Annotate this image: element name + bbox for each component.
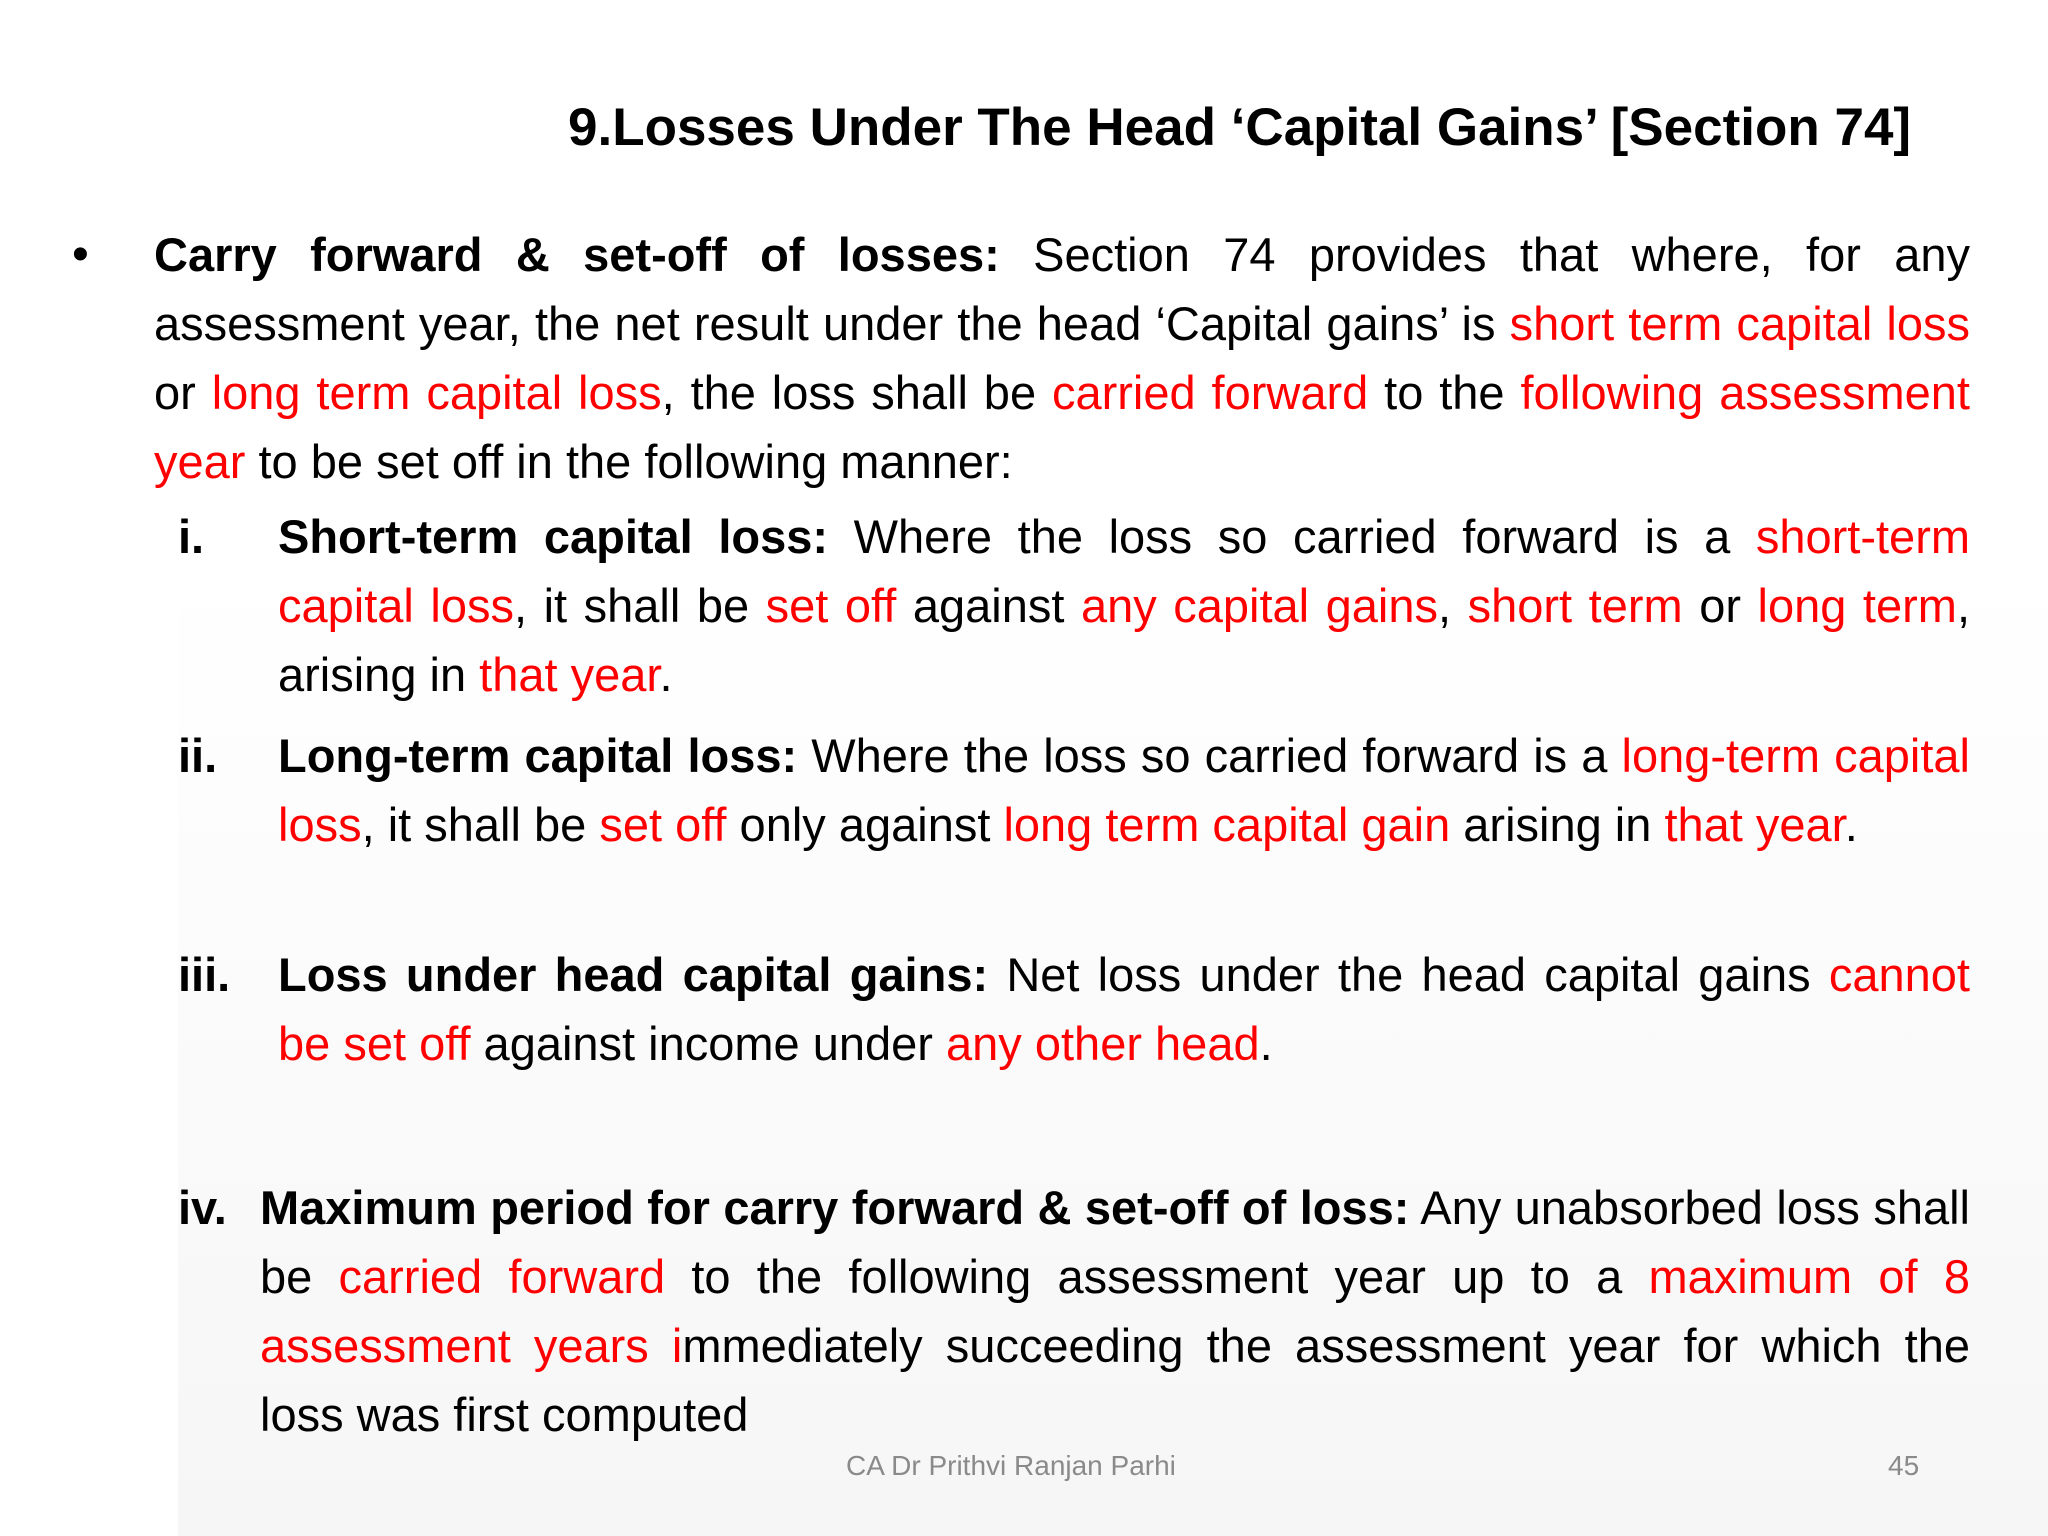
list-item-maximum-period [260,1173,1970,1449]
list-item-short-term [278,502,1970,709]
highlight-run: long term [1757,579,1957,632]
text-run: , the loss shall be [661,366,1052,419]
intro-paragraph [154,220,1970,496]
text-run: Net loss under the head capital gains [988,948,1829,1001]
highlight-run: carried forward [1051,366,1369,419]
highlight-run: long-term capital loss [278,729,1970,851]
footer-author: CA Dr Prithvi Ranjan Parhi [846,1450,1176,1481]
text-run: , [1438,579,1468,632]
text-run: , it shall be [361,798,600,851]
item-lead: Maximum period for carry forward & set-off of loss: [260,1181,1410,1234]
highlight-run: short term capital loss [1509,297,1971,350]
text-run: only against [726,798,1004,851]
text-run: . [1844,798,1858,851]
text-run: arising in [1450,798,1665,851]
item-lead: Loss under head capital gains: [278,948,989,1001]
highlight-run: maximum of 8 assessment years i [260,1250,1970,1372]
text-run: or [154,366,212,419]
item-marker: iii. [178,948,231,1001]
text-run: to the [1368,366,1521,419]
highlight-run: following assessment year [154,366,1970,488]
intro-lead: Carry forward & set-off of losses: [154,228,1000,281]
text-run: mmediately succeeding the assessment year for which the loss was first computed [260,1319,1970,1441]
list-item-long-term [278,721,1970,859]
text-run: , it shall be [513,579,766,632]
highlight-run: long term capital loss [211,366,662,419]
highlight-run: set off [599,798,727,851]
text-run: . [659,648,673,701]
highlight-run: any capital gains [1080,579,1439,632]
highlight-run: set off [765,579,897,632]
highlight-run: short-term capital loss [278,510,1970,632]
footer-page-number: 45 [1888,1450,1920,1481]
list-item-capital-gains-head [278,940,1970,1078]
item-marker: ii. [178,729,218,782]
text-run: against [896,579,1081,632]
highlight-run: that year [1664,798,1845,851]
highlight-run: that year [479,648,660,701]
item-lead: Long-term capital loss: [278,729,798,782]
text-run: to the following assessment year up to a [665,1250,1649,1303]
text-run: Where the loss so carried forward is a [828,510,1756,563]
item-lead: Short-term capital loss: [278,510,829,563]
highlight-run: cannot be set off [278,948,1970,1070]
highlight-run: any other head [946,1017,1260,1070]
text-run: , arising in [278,579,1970,701]
slide-title: 9.Losses Under The Head ‘Capital Gains’ [Section 74] [568,98,1912,157]
text-run: Where the loss so carried forward is a [797,729,1622,782]
text-run: . [1259,1017,1273,1070]
item-marker: iv. [178,1181,227,1234]
text-run: Section 74 provides that where, for any assessment year, the net result under the head ‘Capital gains’ is [154,228,1970,350]
text-run: against income under [470,1017,947,1070]
bullet-icon: • [72,228,89,281]
highlight-run: long term capital gain [1003,798,1451,851]
text-run: to be set off in the following manner: [245,435,1013,488]
highlight-run: short term [1467,579,1683,632]
text-run: Any unabsorbed loss shall be [260,1181,1970,1303]
highlight-run: carried forward [338,1250,666,1303]
text-run: or [1682,579,1758,632]
item-marker: i. [178,510,205,563]
